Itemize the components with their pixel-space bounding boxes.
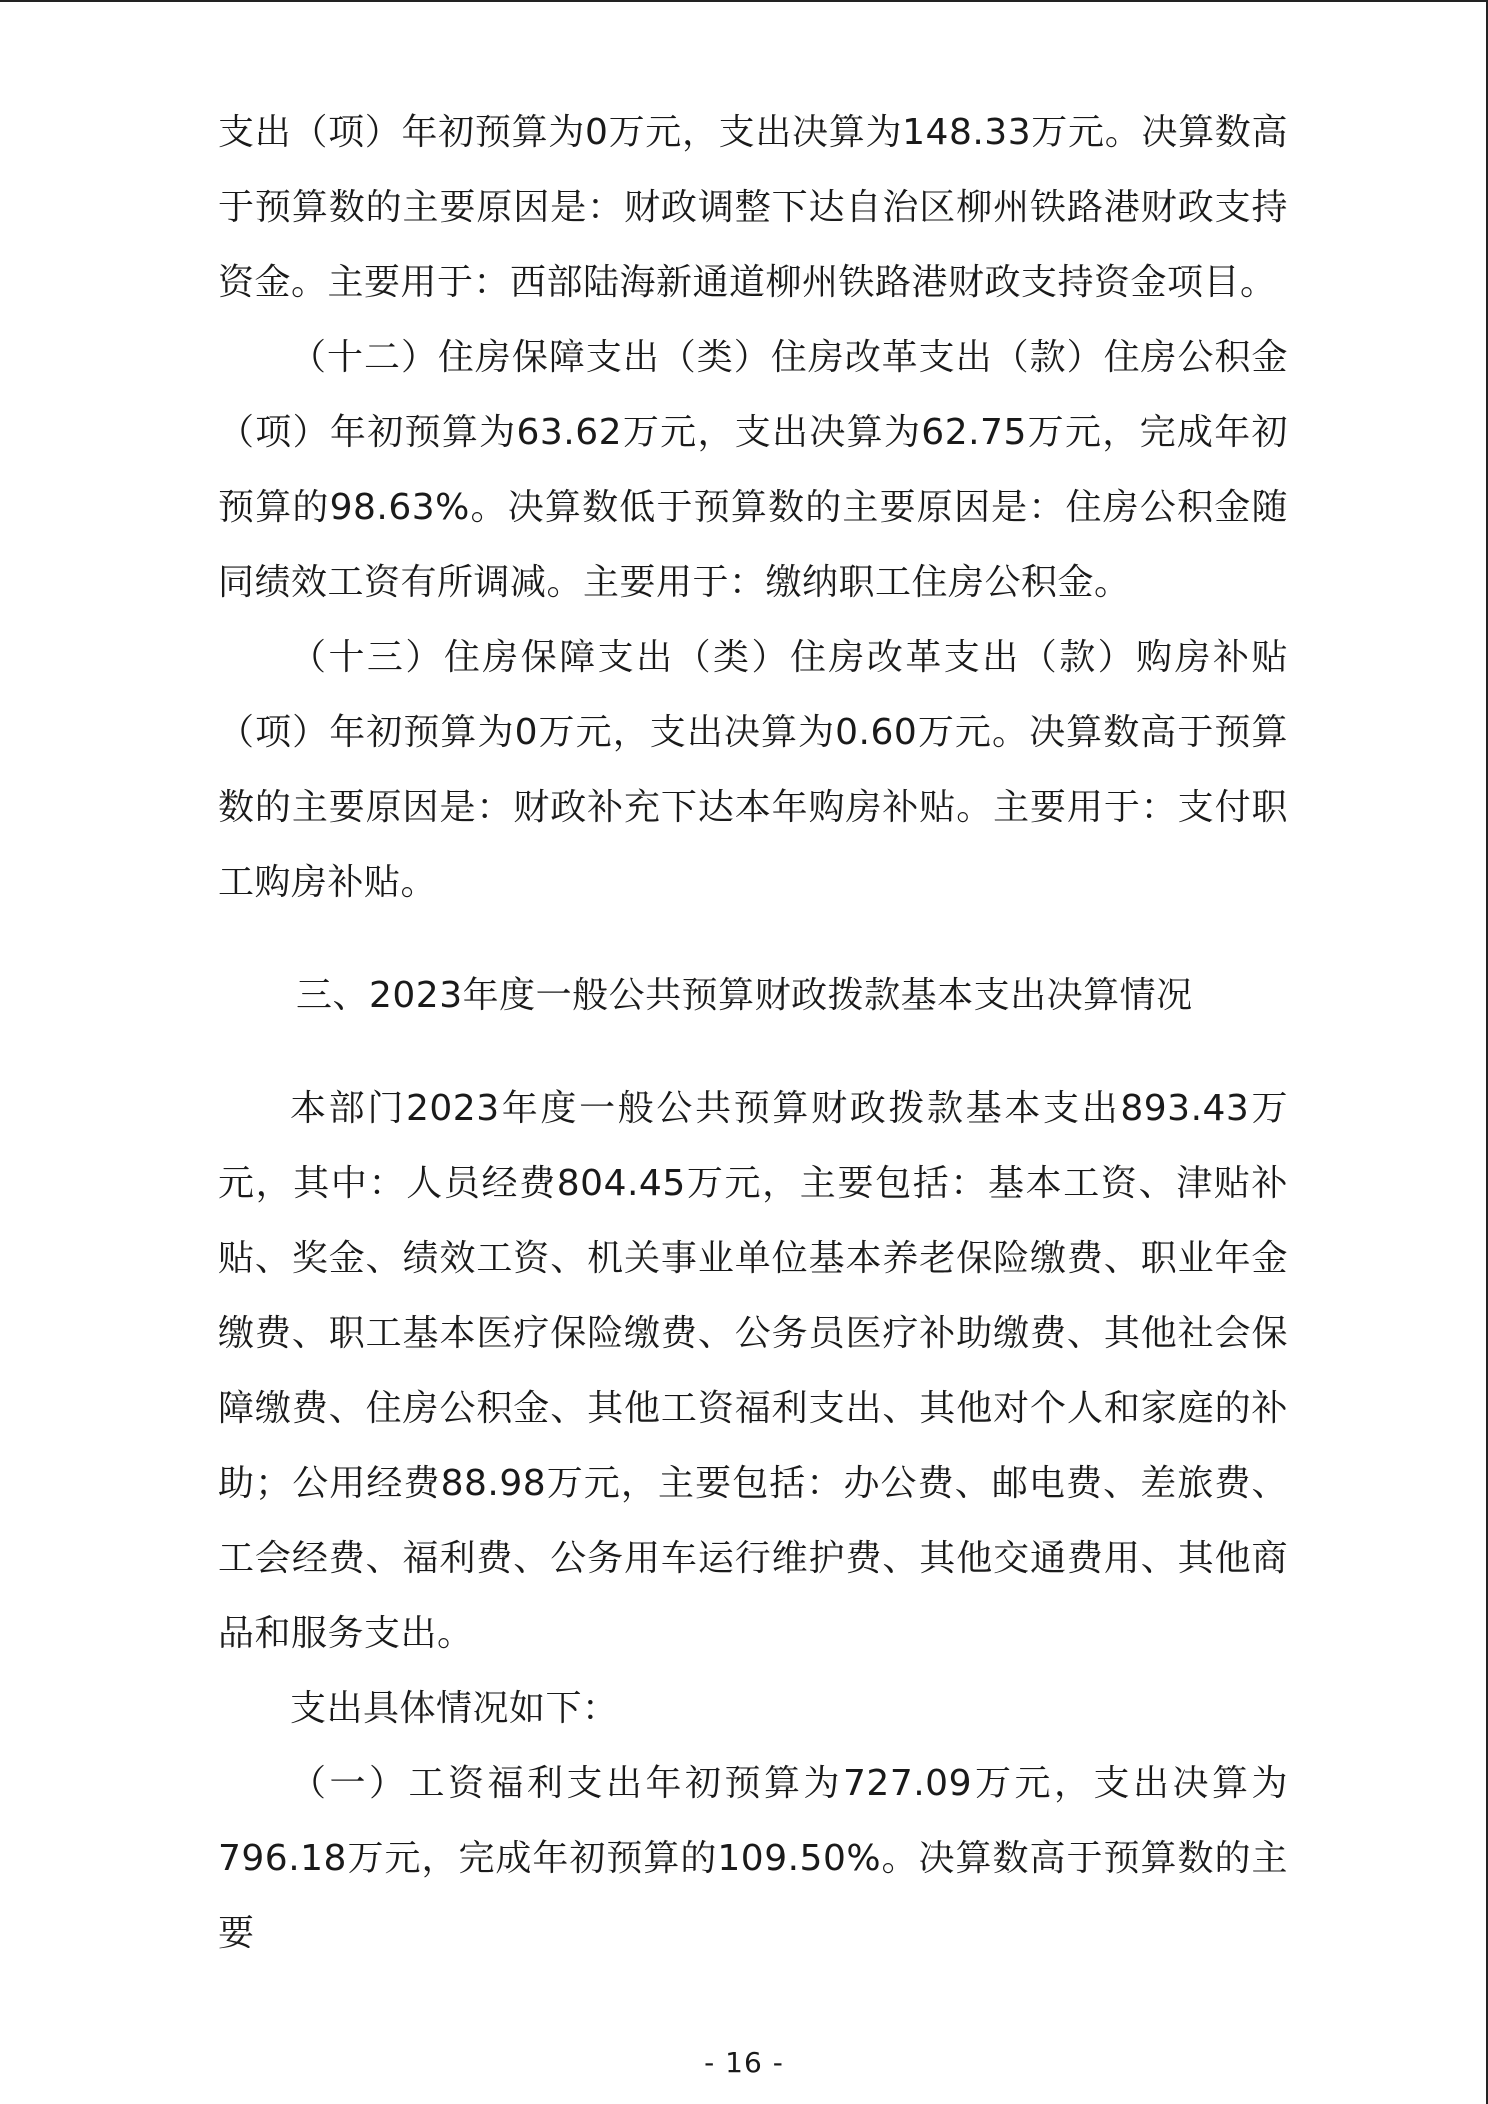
paragraph-continued: 支出（项）年初预算为0万元，支出决算为148.33万元。决算数高于预算数的主要原因是：财政调整下达自治区柳州铁路港财政支持资金。主要用于：西部陆海新通道柳州铁路港财政支持资金项目。 xyxy=(218,112,1288,303)
page-border-top xyxy=(0,0,1488,2)
section-heading: 三、2023年度一般公共预算财政拨款基本支出决算情况 xyxy=(296,975,1193,1016)
paragraph-item-13: （十三）住房保障支出（类）住房改革支出（款）购房补贴（项）年初预算为0万元，支出决算为0.60万元。决算数高于预算数的主要原因是：财政补充下达本年购房补贴。主要用于：支付职工购房补贴。 xyxy=(218,637,1288,903)
document-body xyxy=(218,95,1288,1971)
paragraph-item-1: （一）工资福利支出年初预算为727.09万元，支出决算为796.18万元，完成年初预算的109.50%。决算数高于预算数的主要 xyxy=(218,1763,1288,1954)
paragraph-basic-expenditure: 本部门2023年度一般公共预算财政拨款基本支出893.43万元，其中：人员经费804.45万元，主要包括：基本工资、津贴补贴、奖金、绩效工资、机关事业单位基本养老保险缴费、职业年金缴费、职工基本医疗保险缴费、公务员医疗补助缴费、其他社会保障缴费、住房公积金、其他工资福利支出、其他对个人和家庭的补助；公用经费88.98万元，主要包括：办公费、邮电费、差旅费、工会经费、福利费、公务用车运行维护费、其他交通费用、其他商品和服务支出。 xyxy=(218,1088,1288,1654)
paragraph-item-12: （十二）住房保障支出（类）住房改革支出（款）住房公积金（项）年初预算为63.62万元，支出决算为62.75万元，完成年初预算的98.63%。决算数低于预算数的主要原因是：住房公积金随同绩效工资有所调减。主要用于：缴纳职工住房公积金。 xyxy=(218,337,1288,603)
page-number: - 16 - xyxy=(704,2046,784,2079)
paragraph-details-intro: 支出具体情况如下： xyxy=(290,1688,619,1729)
